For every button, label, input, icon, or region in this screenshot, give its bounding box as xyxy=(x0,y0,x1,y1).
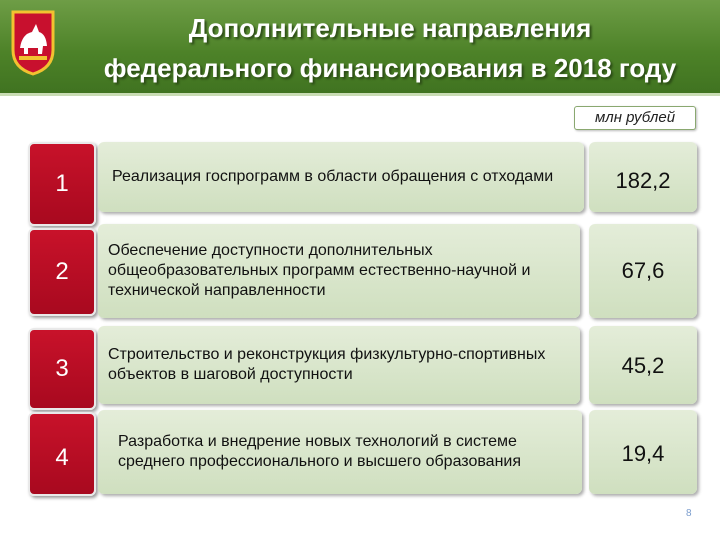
unit-label: млн рублей xyxy=(574,106,696,130)
item-number-3: 3 xyxy=(28,328,96,410)
item-description-text: Разработка и внедрение новых технологий в системе среднего профессионального и высшего образования xyxy=(118,433,522,470)
chelyabinsk-emblem-icon xyxy=(10,8,56,76)
item-number-1: 1 xyxy=(28,142,96,226)
item-description-text: Строительство и реконструкция физкультурно-спортивных объектов в шаговой доступности xyxy=(108,346,546,383)
header-banner xyxy=(0,0,720,96)
item-description-4 xyxy=(98,410,582,494)
page-number: 8 xyxy=(686,508,692,519)
page-title xyxy=(70,8,710,88)
item-number-2: 2 xyxy=(28,228,96,316)
item-value-1: 182,2 xyxy=(589,142,697,212)
item-value-2: 67,6 xyxy=(589,224,697,318)
item-value-3: 45,2 xyxy=(589,326,697,404)
item-value-4: 19,4 xyxy=(589,410,697,494)
item-number-4: 4 xyxy=(28,412,96,496)
title-line-2: федерального финансирования в 2018 году xyxy=(103,53,677,83)
item-description-2 xyxy=(98,224,580,318)
item-description-text: Реализация госпрограмм в области обращения с отходами xyxy=(112,168,554,185)
item-description-text: Обеспечение доступности дополнительных общеобразовательных программ естественно-научной и технической направленности xyxy=(108,242,531,299)
title-line-1: Дополнительные направления xyxy=(188,13,592,43)
item-description-1 xyxy=(98,142,584,212)
item-description-3 xyxy=(98,326,580,404)
